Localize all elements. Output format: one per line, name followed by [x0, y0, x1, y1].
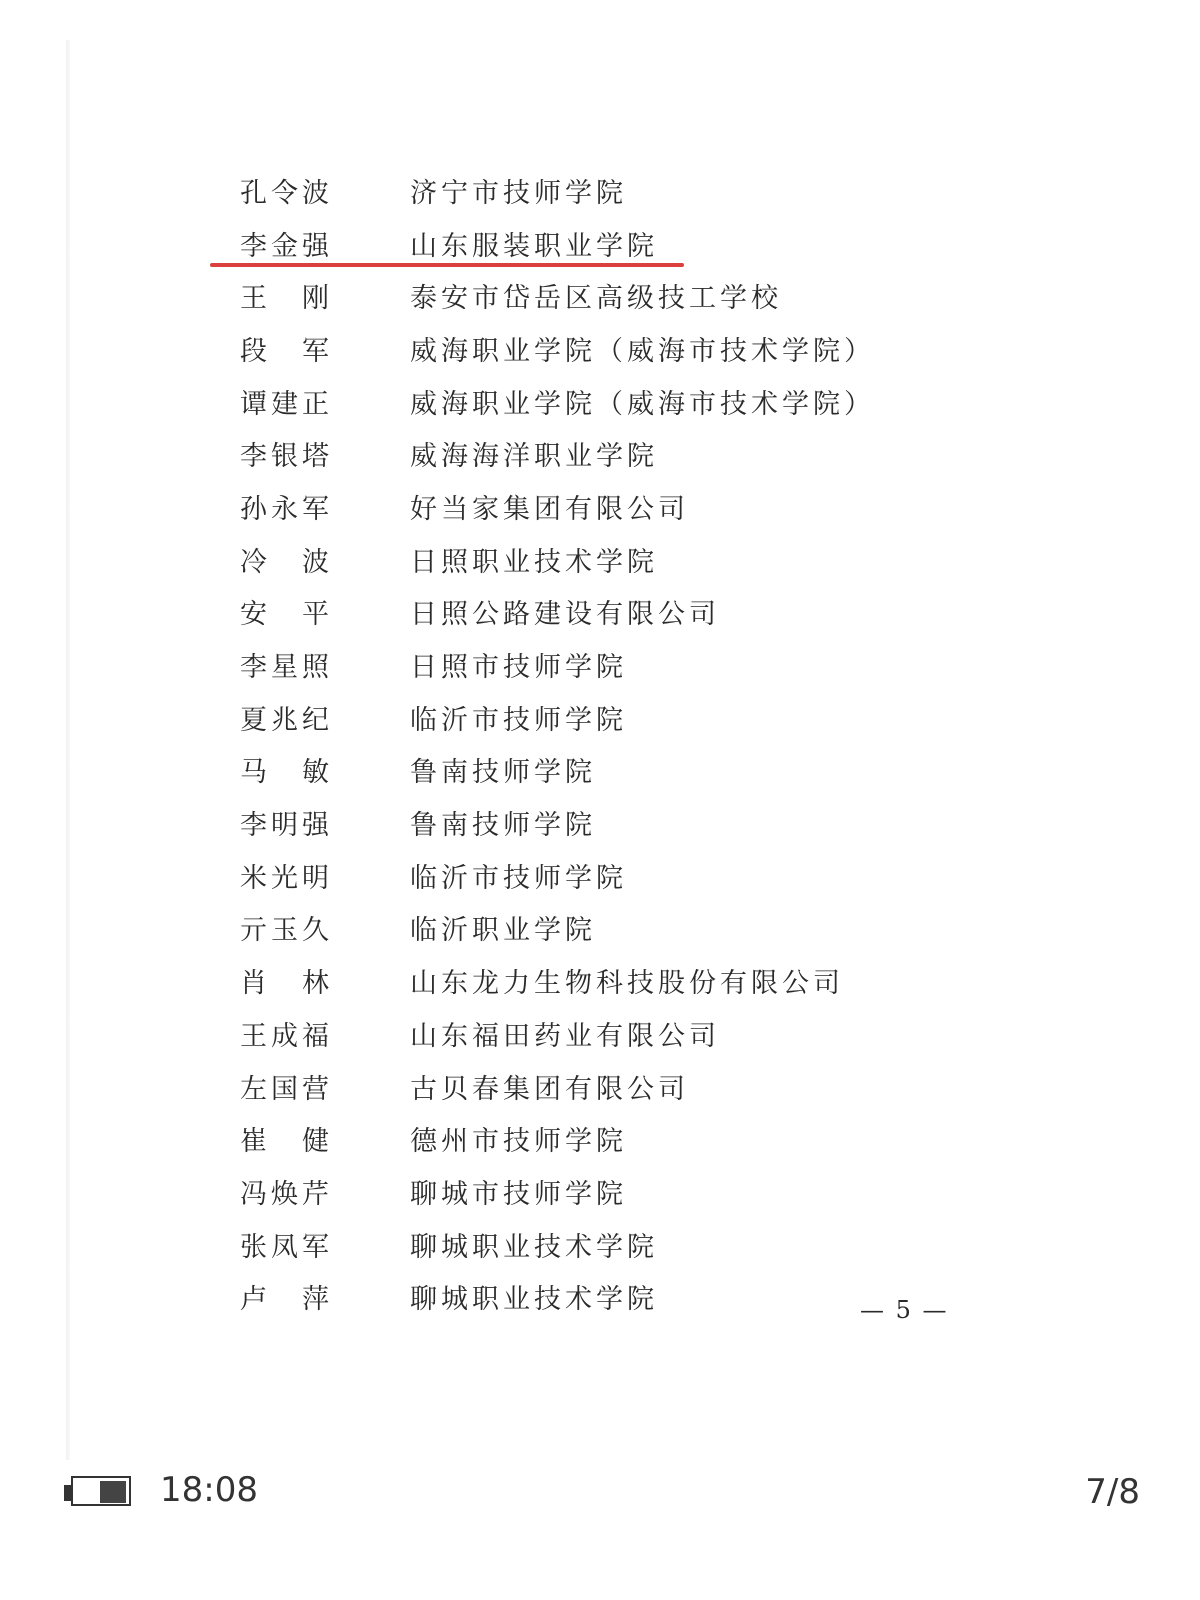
list-item — [240, 1165, 940, 1218]
organization-name: 古贝春集团有限公司 — [410, 1073, 689, 1105]
battery-icon — [64, 1476, 136, 1510]
organization-name: 日照市技师学院 — [410, 652, 627, 684]
list-item — [240, 638, 940, 691]
organization-name: 鲁南技师学院 — [410, 810, 596, 842]
organization-name: 聊城职业技术学院 — [410, 1284, 658, 1316]
list-item — [240, 164, 940, 217]
organization-name: 泰安市岱岳区高级技工学校 — [410, 283, 782, 315]
organization-name: 好当家集团有限公司 — [410, 493, 689, 525]
person-name: 夏兆纪 — [240, 704, 333, 736]
person-name: 孔令波 — [240, 177, 333, 209]
list-item — [240, 1112, 940, 1165]
list-item — [240, 954, 940, 1007]
person-name: 孙永军 — [240, 493, 333, 525]
battery-tip — [64, 1485, 71, 1501]
organization-name: 日照公路建设有限公司 — [410, 599, 720, 631]
person-name: 王成福 — [240, 1020, 333, 1052]
list-item — [240, 269, 940, 322]
paper-edge — [66, 40, 70, 1460]
list-item — [240, 902, 940, 955]
person-name: 亓玉久 — [240, 915, 333, 947]
person-name: 崔 健 — [240, 1126, 333, 1158]
organization-name: 聊城市技师学院 — [410, 1178, 627, 1210]
organization-name: 山东福田药业有限公司 — [410, 1020, 720, 1052]
person-name: 李明强 — [240, 810, 333, 842]
organization-name: 鲁南技师学院 — [410, 757, 596, 789]
list-item — [240, 586, 940, 639]
list-item — [240, 1218, 940, 1271]
organization-name: 临沂职业学院 — [410, 915, 596, 947]
person-name: 段 军 — [240, 335, 333, 367]
person-name: 左国营 — [240, 1073, 333, 1105]
page-indicator[interactable]: 7/8 — [1085, 1472, 1140, 1512]
battery-level — [100, 1481, 126, 1503]
organization-name: 威海海洋职业学院 — [410, 441, 658, 473]
name-list — [240, 164, 940, 1323]
organization-name: 日照职业技术学院 — [410, 546, 658, 578]
organization-name: 威海职业学院（威海市技术学院） — [410, 335, 875, 367]
person-name: 李银塔 — [240, 441, 333, 473]
list-item — [240, 427, 940, 480]
person-name: 马 敏 — [240, 757, 333, 789]
list-item — [240, 480, 940, 533]
person-name: 米光明 — [240, 862, 333, 894]
list-item — [240, 375, 940, 428]
organization-name: 临沂市技师学院 — [410, 862, 627, 894]
list-item — [240, 1007, 940, 1060]
person-name: 王 刚 — [240, 283, 333, 315]
person-name: 李金强 — [240, 230, 333, 262]
organization-name: 山东服装职业学院 — [410, 230, 658, 262]
person-name: 冯焕芹 — [240, 1178, 333, 1210]
list-item — [240, 1060, 940, 1113]
person-name: 冷 波 — [240, 546, 333, 578]
list-item — [240, 691, 940, 744]
person-name: 李星照 — [240, 652, 333, 684]
list-item — [240, 744, 940, 797]
organization-name: 济宁市技师学院 — [410, 177, 627, 209]
red-underline-annotation — [210, 263, 684, 267]
list-item — [240, 322, 940, 375]
list-item-highlighted — [240, 217, 940, 270]
list-item — [240, 1270, 940, 1323]
person-name: 谭建正 — [240, 388, 333, 420]
organization-name: 临沂市技师学院 — [410, 704, 627, 736]
person-name: 张凤军 — [240, 1231, 333, 1263]
organization-name: 德州市技师学院 — [410, 1126, 627, 1158]
page-number: — 5 — — [860, 1296, 949, 1324]
list-item — [240, 849, 940, 902]
clock-time: 18:08 — [160, 1470, 258, 1510]
list-item — [240, 796, 940, 849]
person-name: 卢 萍 — [240, 1284, 333, 1316]
organization-name: 山东龙力生物科技股份有限公司 — [410, 968, 844, 1000]
organization-name: 聊城职业技术学院 — [410, 1231, 658, 1263]
person-name: 安 平 — [240, 599, 333, 631]
person-name: 肖 林 — [240, 968, 333, 1000]
organization-name: 威海职业学院（威海市技术学院） — [410, 388, 875, 420]
list-item — [240, 533, 940, 586]
